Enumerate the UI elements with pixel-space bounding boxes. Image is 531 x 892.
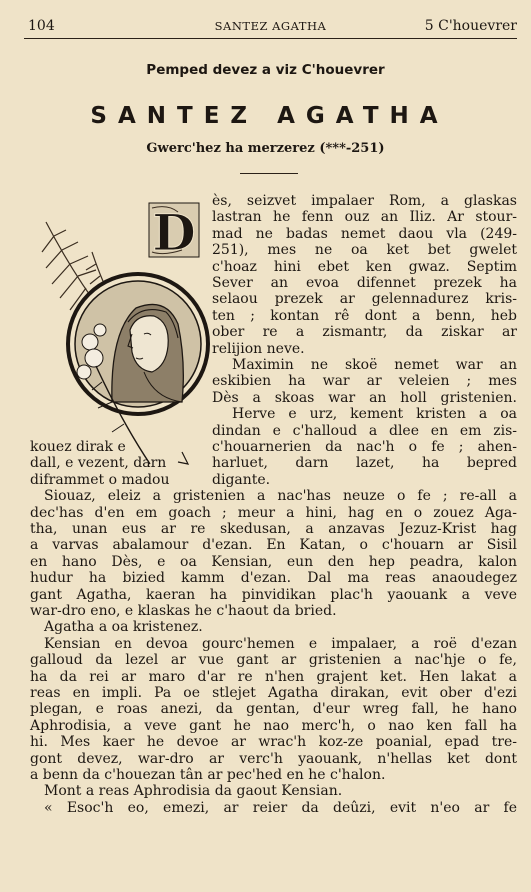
day-heading: Pemped devez a viz C'houevrer	[146, 62, 385, 78]
text-line: Herve e urz, kement kristen a oa	[232, 406, 517, 423]
text-line: war-dro eno, e klaskas he c'haout da bried.	[30, 603, 337, 619]
text-line: en hano Dès, e oa Kensian, eun den hep peadra, kalon	[30, 553, 517, 570]
text-line: hi. Mes kaer he devoe ar wrac'h koz-ze poanial, epad tre-	[30, 734, 517, 751]
text-line: Agatha a oa kristenez.	[44, 619, 203, 636]
text-line: c'houarnerien da nac'h o fe ; ahen-	[212, 439, 517, 455]
text-line: Sever an evoa difennet prezek ha	[212, 275, 517, 291]
text-line: ha da rei ar maro d'ar re n'hen grajent ket. Hen lakat a	[30, 668, 517, 685]
text-line: dindan e c'halloud a dlee en em zis-	[212, 422, 517, 439]
text-line: « Esoc'h eo, emezi, ar reier da deûzi, evit n'eo ar fe	[44, 799, 517, 816]
text-line: a benn da c'houezan tân ar pec'hed en he c'halon.	[30, 767, 386, 783]
text-line: mad ne badas nemet daou vla (249-	[212, 225, 517, 242]
text-line: gont devez, war-dro ar verc'h yaouank, n'hellas ket dont	[30, 750, 517, 767]
text-line: galloud da lezel ar vue gant ar gristenien a nac'hje o fe,	[30, 652, 517, 669]
text-line: Aphrodisia, a veve gant he nao merc'h, o nao ken fall ha	[30, 717, 517, 734]
drop-cap-letter: D	[152, 203, 196, 258]
text-line: tha, unan eus ar re skedusan, a anzavas Jezuz-Krist hag	[30, 521, 517, 537]
drop-cap	[148, 202, 200, 258]
text-line: reas en impli. Pa oe stlejet Agatha dirakan, evit ober d'ezi	[30, 685, 517, 701]
text-line: ès, seizvet impalaer Rom, a glaskas	[212, 193, 517, 209]
running-date: 5 C'houevrer	[424, 18, 517, 34]
text-line: a varvas abalamour d'ezan. En Katan, o c'houarn ar Sisil	[30, 537, 517, 554]
text-line: lastran he fenn ouz an Iliz. Ar stour-	[212, 209, 517, 226]
saint-subtitle: Gwerc'hez ha merzerez (***-251)	[146, 141, 385, 156]
text-line: Maximin ne skoë nemet war an	[232, 357, 517, 373]
text-line: c'hoaz hini ebet ken gwaz. Septim	[212, 258, 517, 275]
text-line: 251), mes ne oa ket bet gwelet	[212, 242, 517, 259]
text-line: plegan, e roas anezi, da gentan, d'eur wreg fall, he hano	[30, 701, 517, 718]
running-header	[24, 16, 517, 39]
text-line: Dès a skoas war an holl gristenien.	[212, 389, 517, 406]
text-line: digante.	[212, 471, 271, 488]
saint-title: SANTEZ AGATHA	[90, 103, 449, 129]
page-number: 104	[28, 18, 55, 34]
title-divider	[240, 173, 298, 174]
text-line: selaou prezek ar gelennadurez kris-	[212, 291, 517, 308]
text-line: hudur ha bizied kamm d'ezan. Dal ma reas anaoudegez	[30, 570, 517, 587]
text-line: diframmet o madou	[30, 471, 170, 488]
running-title: SANTEZ AGATHA	[214, 19, 327, 33]
text-line: dec'has d'en em goach ; meur a hini, hag en o zouez Aga-	[30, 504, 517, 521]
text-line: dall, e vezent, darn	[30, 455, 167, 472]
text-line: Siouaz, eleiz a gristenien a nac'has neuze o fe ; re-all a	[44, 488, 517, 505]
text-line: eskibien ha war ar veleien ; mes	[212, 373, 517, 390]
text-line: gant Agatha, kaeran ha pinvidikan plac'h yaouank a veve	[30, 586, 517, 603]
text-line: ober re a zismantr, da ziskar ar	[212, 324, 517, 341]
text-line: kouez dirak e	[30, 439, 126, 455]
text-line: ten ; kontan rê dont a benn, heb	[212, 307, 517, 324]
text-line: Mont a reas Aphrodisia da gaout Kensian.	[44, 783, 343, 800]
text-line: Kensian en devoa gourc'hemen e impalaer, a roë d'ezan	[44, 635, 517, 652]
text-line: harluet, darn lazet, ha bepred	[212, 455, 517, 472]
text-line: relijion neve.	[212, 340, 305, 357]
